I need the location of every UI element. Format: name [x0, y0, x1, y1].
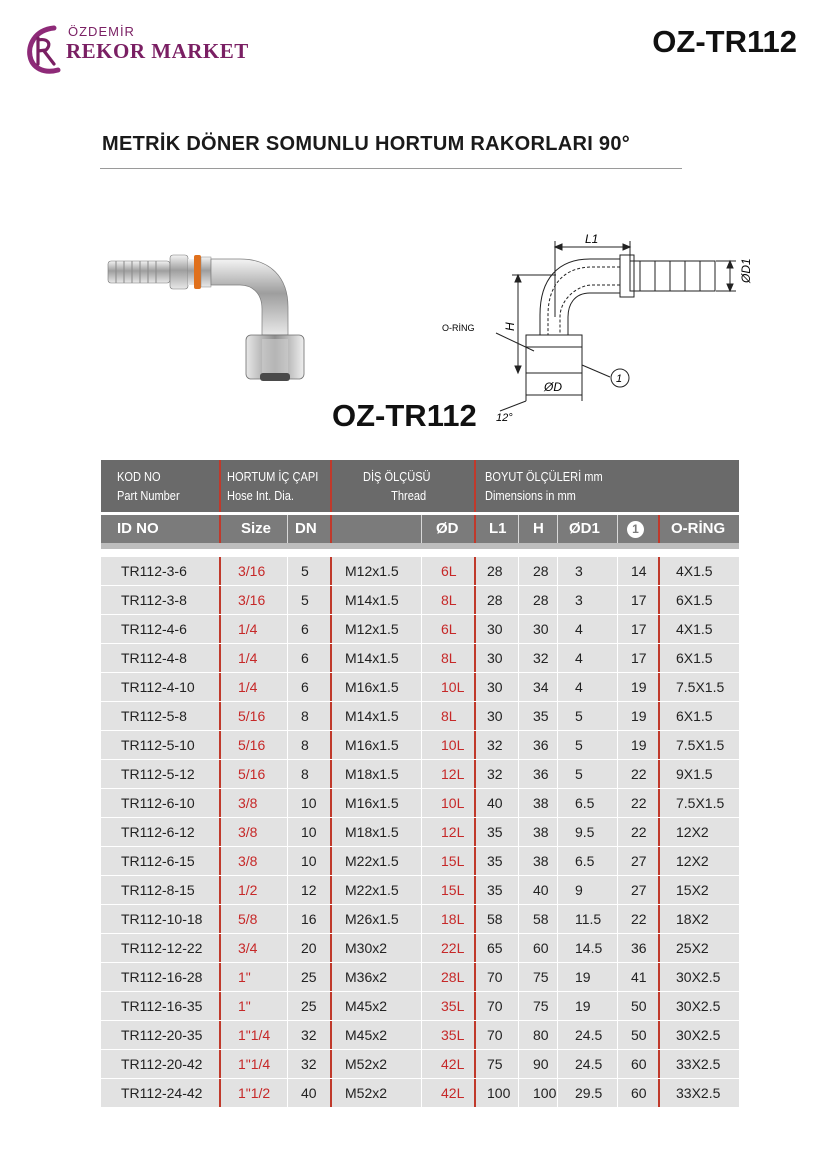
cell-thread: M14x1.5 [345, 650, 399, 666]
cell-size: 5/16 [238, 766, 266, 782]
subheader-divider [617, 515, 618, 543]
cell-od1: 6.5 [575, 853, 595, 869]
cell-od: 28L [441, 969, 465, 985]
cell-size: 1/4 [238, 650, 258, 666]
cell-od1: 11.5 [575, 911, 602, 927]
cell-h: 30 [533, 621, 549, 637]
cell-l1: 35 [487, 853, 503, 869]
cell-id-no: TR112-4-10 [121, 679, 195, 695]
cell-thread: M52x2 [345, 1056, 388, 1072]
table-row [101, 615, 739, 644]
cell-dn: 8 [301, 737, 309, 753]
cell-oring: 6X1.5 [676, 592, 713, 608]
table-subheader [101, 515, 739, 549]
table-row [101, 789, 739, 818]
subheader-divider [421, 515, 422, 543]
cell-h: 32 [533, 650, 549, 666]
cell-circle: 41 [631, 969, 647, 985]
callout-label: 1 [616, 373, 623, 385]
cell-l1: 40 [487, 795, 503, 811]
cell-dn: 32 [301, 1056, 317, 1072]
cell-circle: 19 [631, 708, 647, 724]
cell-dn: 5 [301, 563, 309, 579]
col-circle [627, 520, 644, 538]
cell-thread: M12x1.5 [345, 621, 399, 637]
cell-size: 5/8 [238, 911, 258, 927]
table-body [101, 557, 739, 1108]
subheader-separator [474, 515, 476, 543]
cell-oring: 33X2.5 [676, 1056, 721, 1072]
cell-circle: 36 [631, 940, 647, 956]
cell-oring: 7.5X1.5 [676, 795, 725, 811]
cell-l1: 65 [487, 940, 503, 956]
cell-id-no: TR112-5-8 [121, 708, 187, 724]
header-kod-no [117, 467, 180, 505]
cell-circle: 60 [631, 1056, 647, 1072]
cell-oring: 18X2 [676, 911, 709, 927]
cell-h: 60 [533, 940, 549, 956]
cell-oring: 4X1.5 [676, 563, 713, 579]
col-id-no: ID NO [117, 520, 159, 537]
subheader-divider [287, 515, 288, 543]
table-row [101, 818, 739, 847]
logo-mark-icon [24, 22, 66, 78]
cell-od1: 5 [575, 737, 583, 753]
cell-od: 35L [441, 1027, 465, 1043]
cell-h: 100 [533, 1085, 557, 1101]
table-row [101, 876, 739, 905]
cell-circle: 17 [631, 592, 647, 608]
cell-od: 8L [441, 592, 457, 608]
angle-label: 12° [496, 412, 513, 424]
cell-l1: 28 [487, 563, 503, 579]
table-row [101, 1050, 739, 1079]
table-row [101, 702, 739, 731]
cell-l1: 100 [487, 1085, 511, 1101]
cell-dn: 10 [301, 824, 317, 840]
thread-label: Thread [391, 488, 427, 503]
cell-thread: M30x2 [345, 940, 388, 956]
cell-circle: 50 [631, 998, 647, 1014]
col-h: H [533, 520, 544, 537]
cell-size: 3/16 [238, 592, 266, 608]
cell-dn: 25 [301, 998, 317, 1014]
brand-logo [24, 22, 254, 82]
cell-id-no: TR112-6-10 [121, 795, 195, 811]
cell-od1: 24.5 [575, 1027, 603, 1043]
cell-dn: 16 [301, 911, 317, 927]
cell-thread: M12x1.5 [345, 563, 399, 579]
cell-oring: 12X2 [676, 824, 709, 840]
circle-one-icon: 1 [627, 521, 644, 538]
cell-l1: 28 [487, 592, 503, 608]
brand-name: REKOR MARKET [66, 39, 249, 63]
cell-size: 1"1/2 [238, 1085, 271, 1101]
cell-l1: 75 [487, 1056, 503, 1072]
cell-h: 35 [533, 708, 549, 724]
cell-l1: 32 [487, 737, 503, 753]
cell-l1: 30 [487, 650, 503, 666]
cell-h: 28 [533, 563, 549, 579]
cell-circle: 27 [631, 853, 647, 869]
cell-l1: 30 [487, 708, 503, 724]
subheader-divider [557, 515, 558, 543]
cell-l1: 70 [487, 998, 503, 1014]
page-title: METRİK DÖNER SOMUNLU HORTUM RAKORLARI 90° [102, 133, 631, 155]
boyut-label: BOYUT ÖLÇÜLERİ mm [485, 469, 603, 484]
cell-size: 5/16 [238, 708, 266, 724]
header-dis [363, 467, 431, 505]
dimensions-label: Dimensions in mm [485, 488, 576, 503]
cell-id-no: TR112-5-12 [121, 766, 195, 782]
cell-dn: 25 [301, 969, 317, 985]
cell-id-no: TR112-12-22 [121, 940, 203, 956]
cell-h: 36 [533, 766, 549, 782]
col-od: ØD [436, 520, 459, 537]
cell-thread: M16x1.5 [345, 679, 399, 695]
cell-thread: M16x1.5 [345, 737, 399, 753]
cell-dn: 8 [301, 708, 309, 724]
cell-od: 15L [441, 853, 465, 869]
cell-dn: 10 [301, 853, 317, 869]
cell-oring: 7.5X1.5 [676, 737, 725, 753]
cell-thread: M18x1.5 [345, 824, 399, 840]
hortum-label: HORTUM İÇ ÇAPI [227, 469, 319, 484]
cell-id-no: TR112-5-10 [121, 737, 195, 753]
table-row [101, 963, 739, 992]
cell-od: 42L [441, 1056, 465, 1072]
table-row [101, 1021, 739, 1050]
cell-circle: 19 [631, 737, 647, 753]
cell-od: 6L [441, 621, 457, 637]
cell-id-no: TR112-16-28 [121, 969, 203, 985]
cell-h: 58 [533, 911, 549, 927]
cell-circle: 22 [631, 824, 647, 840]
cell-thread: M16x1.5 [345, 795, 399, 811]
col-od1: ØD1 [569, 520, 600, 537]
table-row [101, 1079, 739, 1108]
cell-oring: 7.5X1.5 [676, 679, 725, 695]
technical-drawing [440, 225, 760, 425]
cell-od1: 4 [575, 621, 583, 637]
cell-thread: M22x1.5 [345, 882, 399, 898]
cell-od: 10L [441, 679, 465, 695]
cell-od: 22L [441, 940, 465, 956]
cell-thread: M52x2 [345, 1085, 388, 1101]
title-divider [100, 168, 682, 169]
cell-dn: 5 [301, 592, 309, 608]
cell-id-no: TR112-24-42 [121, 1085, 203, 1101]
brand-small-text: ÖZDEMİR [68, 24, 135, 39]
cell-oring: 30X2.5 [676, 998, 721, 1014]
l1-label: L1 [585, 232, 599, 246]
cell-id-no: TR112-3-6 [121, 563, 187, 579]
col-l1: L1 [489, 520, 507, 537]
cell-size: 3/8 [238, 853, 258, 869]
header-separator [330, 460, 332, 512]
cell-id-no: TR112-4-8 [121, 650, 187, 666]
cell-od1: 29.5 [575, 1085, 603, 1101]
cell-dn: 6 [301, 621, 309, 637]
product-label: OZ-TR112 [332, 398, 477, 433]
table-row [101, 760, 739, 789]
table-row [101, 557, 739, 586]
cell-l1: 58 [487, 911, 503, 927]
cell-od: 10L [441, 737, 465, 753]
cell-size: 5/16 [238, 737, 266, 753]
cell-oring: 30X2.5 [676, 969, 721, 985]
cell-od1: 3 [575, 592, 583, 608]
cell-circle: 17 [631, 650, 647, 666]
col-size: Size [241, 520, 272, 537]
table-header-group [101, 460, 739, 512]
cell-od: 8L [441, 708, 457, 724]
cell-od: 12L [441, 766, 465, 782]
cell-circle: 17 [631, 621, 647, 637]
cell-h: 75 [533, 998, 549, 1014]
cell-circle: 22 [631, 795, 647, 811]
oring-label: O-RİNG [442, 323, 475, 333]
cell-h: 40 [533, 882, 549, 898]
cell-od: 35L [441, 998, 465, 1014]
cell-l1: 35 [487, 882, 503, 898]
col-oring: O-RİNG [671, 520, 726, 537]
table-row [101, 992, 739, 1021]
dis-label: DİŞ ÖLÇÜSÜ [363, 469, 431, 484]
cell-od1: 4 [575, 679, 583, 695]
cell-h: 80 [533, 1027, 549, 1043]
h-label: H [503, 322, 517, 331]
cell-thread: M14x1.5 [345, 708, 399, 724]
cell-h: 38 [533, 795, 549, 811]
cell-oring: 15X2 [676, 882, 709, 898]
cell-dn: 40 [301, 1085, 317, 1101]
spec-table [101, 460, 739, 1108]
kod-no-label: KOD NO [117, 469, 161, 484]
cell-dn: 6 [301, 650, 309, 666]
cell-thread: M45x2 [345, 1027, 388, 1043]
cell-l1: 30 [487, 621, 503, 637]
cell-l1: 70 [487, 1027, 503, 1043]
cell-l1: 70 [487, 969, 503, 985]
cell-thread: M22x1.5 [345, 853, 399, 869]
cell-oring: 33X2.5 [676, 1085, 721, 1101]
cell-h: 75 [533, 969, 549, 985]
table-row [101, 586, 739, 615]
cell-size: 3/4 [238, 940, 258, 956]
cell-od1: 14.5 [575, 940, 603, 956]
cell-l1: 30 [487, 679, 503, 695]
cell-circle: 22 [631, 766, 647, 782]
cell-size: 1" [238, 969, 251, 985]
cell-circle: 60 [631, 1085, 647, 1101]
table-row [101, 673, 739, 702]
cell-h: 90 [533, 1056, 549, 1072]
header-boyut [485, 467, 603, 505]
cell-od1: 24.5 [575, 1056, 603, 1072]
header-separator [219, 460, 221, 512]
subheader-divider [518, 515, 519, 543]
cell-od: 6L [441, 563, 457, 579]
cell-od: 12L [441, 824, 465, 840]
cell-id-no: TR112-20-42 [121, 1056, 203, 1072]
subheader-separator [658, 515, 660, 543]
part-number-label: Part Number [117, 488, 180, 503]
cell-size: 1"1/4 [238, 1056, 271, 1072]
cell-h: 34 [533, 679, 549, 695]
cell-thread: M18x1.5 [345, 766, 399, 782]
page-code: OZ-TR112 [652, 24, 797, 59]
table-row [101, 934, 739, 963]
cell-dn: 10 [301, 795, 317, 811]
cell-dn: 20 [301, 940, 317, 956]
cell-dn: 6 [301, 679, 309, 695]
cell-circle: 22 [631, 911, 647, 927]
cell-oring: 4X1.5 [676, 621, 713, 637]
cell-oring: 25X2 [676, 940, 709, 956]
cell-od: 8L [441, 650, 457, 666]
cell-h: 28 [533, 592, 549, 608]
cell-h: 38 [533, 824, 549, 840]
cell-h: 36 [533, 737, 549, 753]
cell-size: 1/4 [238, 679, 258, 695]
cell-od1: 9 [575, 882, 583, 898]
cell-circle: 14 [631, 563, 647, 579]
cell-od1: 4 [575, 650, 583, 666]
cell-thread: M26x1.5 [345, 911, 399, 927]
cell-id-no: TR112-16-35 [121, 998, 203, 1014]
cell-size: 3/8 [238, 795, 258, 811]
cell-id-no: TR112-6-15 [121, 853, 195, 869]
cell-circle: 50 [631, 1027, 647, 1043]
cell-size: 3/8 [238, 824, 258, 840]
table-row [101, 731, 739, 760]
header-hortum [227, 467, 318, 505]
cell-oring: 6X1.5 [676, 708, 713, 724]
cell-id-no: TR112-20-35 [121, 1027, 203, 1043]
product-photo [100, 235, 330, 395]
cell-size: 1" [238, 998, 251, 1014]
cell-od1: 5 [575, 708, 583, 724]
cell-od: 10L [441, 795, 465, 811]
cell-oring: 12X2 [676, 853, 709, 869]
cell-size: 1/4 [238, 621, 258, 637]
cell-dn: 32 [301, 1027, 317, 1043]
cell-circle: 19 [631, 679, 647, 695]
table-row [101, 644, 739, 673]
hose-label: Hose Int. Dia. [227, 488, 294, 503]
cell-od1: 19 [575, 969, 591, 985]
cell-dn: 8 [301, 766, 309, 782]
cell-od1: 19 [575, 998, 591, 1014]
cell-od1: 6.5 [575, 795, 595, 811]
subheader-separator [330, 515, 332, 543]
cell-oring: 6X1.5 [676, 650, 713, 666]
cell-size: 1"1/4 [238, 1027, 271, 1043]
cell-thread: M45x2 [345, 998, 388, 1014]
cell-circle: 27 [631, 882, 647, 898]
cell-dn: 12 [301, 882, 317, 898]
col-dn: DN [295, 520, 317, 537]
cell-od1: 3 [575, 563, 583, 579]
table-row [101, 847, 739, 876]
od1-label: ØD1 [739, 258, 753, 283]
cell-id-no: TR112-6-12 [121, 824, 195, 840]
cell-h: 38 [533, 853, 549, 869]
cell-id-no: TR112-10-18 [121, 911, 203, 927]
cell-l1: 32 [487, 766, 503, 782]
cell-thread: M36x2 [345, 969, 388, 985]
od-label: ØD [544, 380, 562, 394]
header-separator [474, 460, 476, 512]
cell-od: 15L [441, 882, 465, 898]
cell-size: 3/16 [238, 563, 266, 579]
cell-oring: 9X1.5 [676, 766, 713, 782]
table-row [101, 905, 739, 934]
cell-thread: M14x1.5 [345, 592, 399, 608]
cell-id-no: TR112-4-6 [121, 621, 187, 637]
cell-od: 42L [441, 1085, 465, 1101]
cell-od1: 5 [575, 766, 583, 782]
cell-id-no: TR112-3-8 [121, 592, 187, 608]
cell-l1: 35 [487, 824, 503, 840]
cell-od1: 9.5 [575, 824, 595, 840]
cell-oring: 30X2.5 [676, 1027, 721, 1043]
cell-size: 1/2 [238, 882, 258, 898]
cell-id-no: TR112-8-15 [121, 882, 195, 898]
cell-od: 18L [441, 911, 465, 927]
subheader-separator [219, 515, 221, 543]
